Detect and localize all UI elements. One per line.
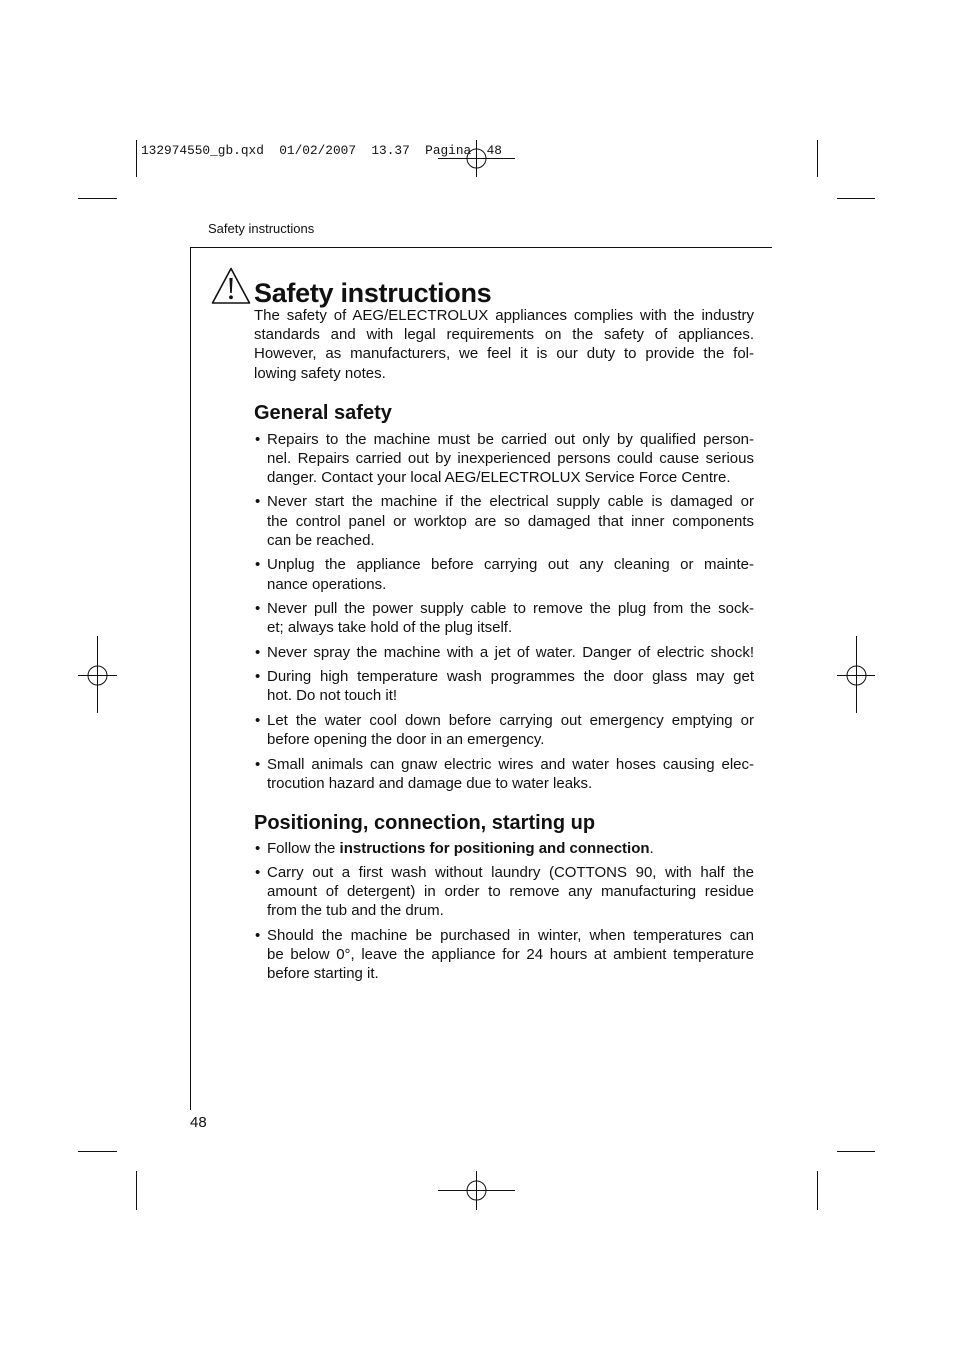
crop-mark-bottom-right bbox=[818, 1152, 876, 1211]
intro-line: The safety of AEG/ELECTROLUX appliances complies with the industry bbox=[254, 307, 754, 324]
item-line: • During high temperature wash programmes the door glass may get bbox=[267, 668, 754, 686]
item-line: danger. Contact your local AEG/ELECTROLUX Service Force Centre. bbox=[267, 468, 731, 486]
item-line: before starting it. bbox=[267, 965, 379, 983]
crop-mark-bottom-left bbox=[78, 1152, 137, 1211]
positioning-item bbox=[254, 863, 754, 921]
page-title: Safety instructions bbox=[254, 278, 492, 308]
crop-mark-top-left bbox=[78, 140, 137, 199]
margin-rule bbox=[190, 247, 191, 1110]
registration-mark-left bbox=[78, 636, 117, 713]
item-line: • Small animals can gnaw electric wires and water hoses causing elec- bbox=[267, 755, 754, 773]
registration-mark-bottom bbox=[438, 1171, 515, 1210]
item-line: • Unplug the appliance before carrying out any cleaning or mainte- bbox=[267, 556, 754, 574]
item-line: • Never spray the machine with a jet of water. Danger of electric shock! bbox=[267, 643, 754, 661]
general-safety-item bbox=[254, 599, 754, 637]
item-line: • Carry out a first wash without laundry (COTTONS 90, with half the bbox=[267, 864, 754, 881]
item-line: • Repairs to the machine must be carried out only by qualified person- bbox=[267, 430, 754, 448]
general-safety-item bbox=[254, 667, 754, 705]
general-safety-item bbox=[254, 555, 754, 593]
item-line: from the tub and the drum. bbox=[267, 902, 444, 920]
warning-triangle-icon bbox=[210, 266, 252, 306]
intro-paragraph bbox=[254, 306, 754, 383]
crop-mark-top-right bbox=[818, 140, 876, 199]
positioning-list bbox=[254, 839, 754, 989]
registration-mark-right bbox=[837, 636, 875, 713]
running-header: Safety instructions bbox=[208, 221, 315, 236]
follow-end-text: . bbox=[649, 839, 654, 857]
item-line: before opening the door in an emergency. bbox=[267, 731, 545, 749]
general-safety-item bbox=[254, 430, 754, 488]
item-line: • Should the machine be purchased in winter, when temperatures can bbox=[267, 926, 754, 944]
intro-line: standards and with legal requirements on the safety of appliances. bbox=[254, 326, 754, 344]
item-line: • Never pull the power supply cable to remove the plug from the sock- bbox=[267, 600, 754, 618]
item-line: nel. Repairs carried out by inexperienced persons could cause serious bbox=[267, 449, 754, 467]
general-safety-item bbox=[254, 711, 754, 749]
general-safety-item bbox=[254, 492, 754, 550]
positioning-item bbox=[254, 926, 754, 984]
item-line bbox=[267, 839, 754, 858]
item-line: amount of detergent) in order to remove any manufacturing residue bbox=[267, 883, 754, 901]
section-heading-positioning: Positioning, connection, starting up bbox=[254, 812, 596, 834]
item-line: • Never start the machine if the electrical supply cable is damaged or bbox=[267, 493, 754, 511]
positioning-item bbox=[254, 839, 754, 858]
print-slug: 132974550_gb.qxd 01/02/2007 13.37 Pagina 48 bbox=[141, 143, 502, 158]
general-safety-item bbox=[254, 643, 754, 662]
item-line: nance operations. bbox=[267, 575, 387, 593]
item-line: hot. Do not touch it! bbox=[267, 687, 398, 705]
intro-line: However, as manufacturers, we feel it is our duty to provide the fol- bbox=[254, 345, 754, 363]
item-line: can be reached. bbox=[267, 531, 375, 549]
section-heading-general-safety: General safety bbox=[254, 402, 392, 424]
follow-text: Follow the bbox=[267, 839, 340, 857]
page-number: 48 bbox=[190, 1114, 207, 1131]
header-rule bbox=[190, 247, 772, 248]
item-line: • Let the water cool down before carrying out emergency emptying or bbox=[267, 711, 754, 729]
general-safety-item bbox=[254, 755, 754, 793]
item-line: the control panel or worktop are so damaged that inner components bbox=[267, 512, 754, 530]
intro-line: lowing safety notes. bbox=[254, 364, 386, 382]
general-safety-list bbox=[254, 430, 754, 799]
item-line: trocution hazard and damage due to water leaks. bbox=[267, 774, 593, 792]
follow-bold-text: instructions for positioning and connection bbox=[339, 839, 650, 857]
item-line: be below 0°, leave the appliance for 24 hours at ambient temperature bbox=[267, 946, 754, 964]
item-line: et; always take hold of the plug itself. bbox=[267, 619, 513, 637]
